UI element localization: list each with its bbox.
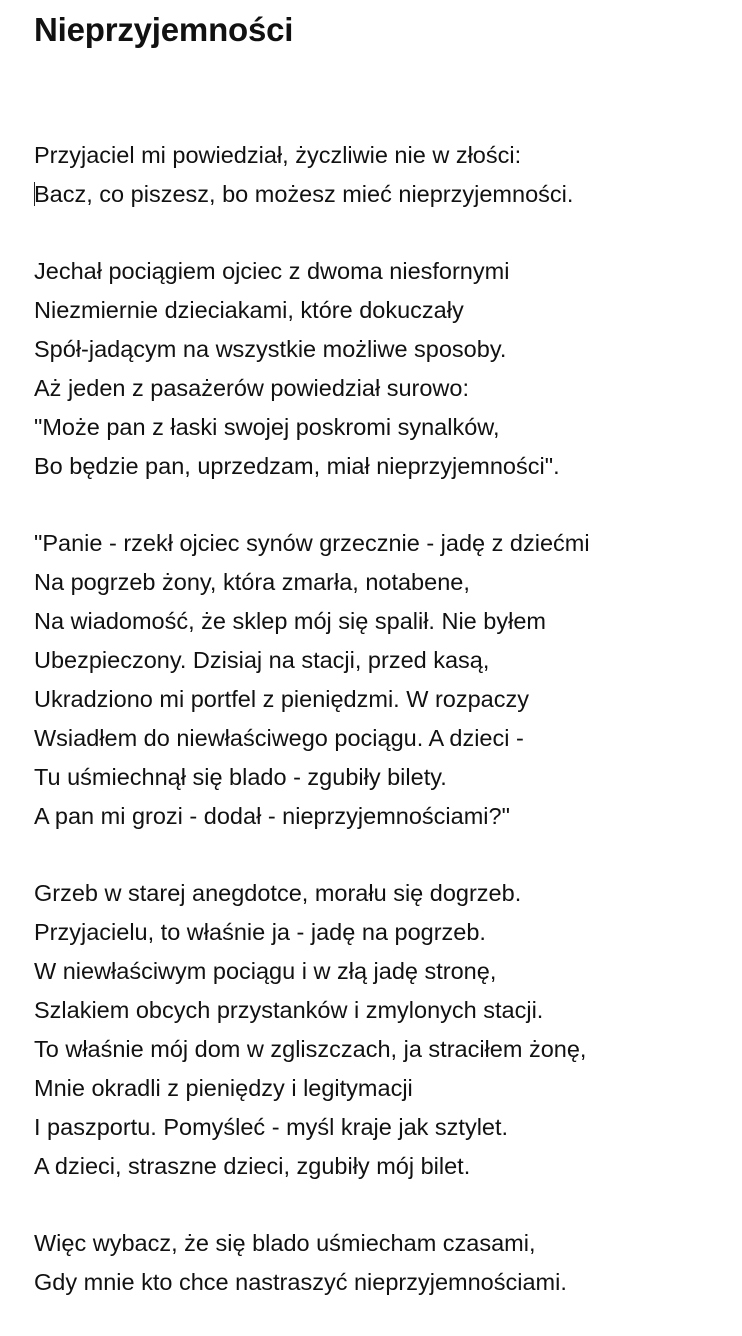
stanza-3 xyxy=(34,524,734,836)
poem-line: I paszportu. Pomyśleć - myśl kraje jak sztylet. xyxy=(34,1114,509,1140)
poem-line: Więc wybacz, że się blado uśmiecham czasami, xyxy=(34,1230,536,1256)
poem-line-with-caret xyxy=(34,175,734,214)
poem-line: Na wiadomość, że sklep mój się spalił. Nie byłem xyxy=(34,608,546,634)
poem-line: "Może pan z łaski swojej poskromi synalków, xyxy=(34,414,500,440)
poem-line: Wsiadłem do niewłaściwego pociągu. A dzieci - xyxy=(34,725,524,751)
stanza-5 xyxy=(34,1224,734,1302)
poem-line: Ukradziono mi portfel z pieniędzmi. W rozpaczy xyxy=(34,686,529,712)
stanza-4 xyxy=(34,874,734,1186)
poem-body[interactable] xyxy=(34,136,734,1302)
poem-line: Szlakiem obcych przystanków i zmylonych stacji. xyxy=(34,997,544,1023)
poem-line: Grzeb w starej anegdotce, morału się dogrzeb. xyxy=(34,880,522,906)
poem-line: Ubezpieczony. Dzisiaj na stacji, przed kasą, xyxy=(34,647,490,673)
poem-line: Spół-jadącym na wszystkie możliwe sposoby. xyxy=(34,336,507,362)
poem-line: Przyjaciel mi powiedział, życzliwie nie w złości: xyxy=(34,142,522,168)
poem-line: Na pogrzeb żony, która zmarła, notabene, xyxy=(34,569,470,595)
poem-line-text: Bacz, co piszesz, bo możesz mieć nieprzyjemności. xyxy=(34,181,574,207)
poem-line: Przyjacielu, to właśnie ja - jadę na pogrzeb. xyxy=(34,919,486,945)
poem-line: Aż jeden z pasażerów powiedział surowo: xyxy=(34,375,469,401)
poem-line: "Panie - rzekł ojciec synów grzecznie - jadę z dziećmi xyxy=(34,530,590,556)
poem-line: Tu uśmiechnął się blado - zgubiły bilety. xyxy=(34,764,447,790)
poem-title: Nieprzyjemności xyxy=(34,11,294,48)
stanza-2 xyxy=(34,252,734,486)
poem-line: A pan mi grozi - dodał - nieprzyjemnościami?" xyxy=(34,803,510,829)
poem-line: Bo będzie pan, uprzedzam, miał nieprzyjemności". xyxy=(34,453,560,479)
poem-line: Niezmiernie dzieciakami, które dokuczały xyxy=(34,297,464,323)
poem-line: A dzieci, straszne dzieci, zgubiły mój bilet. xyxy=(34,1153,471,1179)
document-page xyxy=(34,0,734,1302)
poem-line: Jechał pociągiem ojciec z dwoma niesfornymi xyxy=(34,258,510,284)
poem-line: To właśnie mój dom w zgliszczach, ja straciłem żonę, xyxy=(34,1036,587,1062)
poem-line: Mnie okradli z pieniędzy i legitymacji xyxy=(34,1075,413,1101)
stanza-1 xyxy=(34,136,734,214)
poem-line: Gdy mnie kto chce nastraszyć nieprzyjemnościami. xyxy=(34,1269,567,1295)
poem-line: W niewłaściwym pociągu i w złą jadę stronę, xyxy=(34,958,497,984)
